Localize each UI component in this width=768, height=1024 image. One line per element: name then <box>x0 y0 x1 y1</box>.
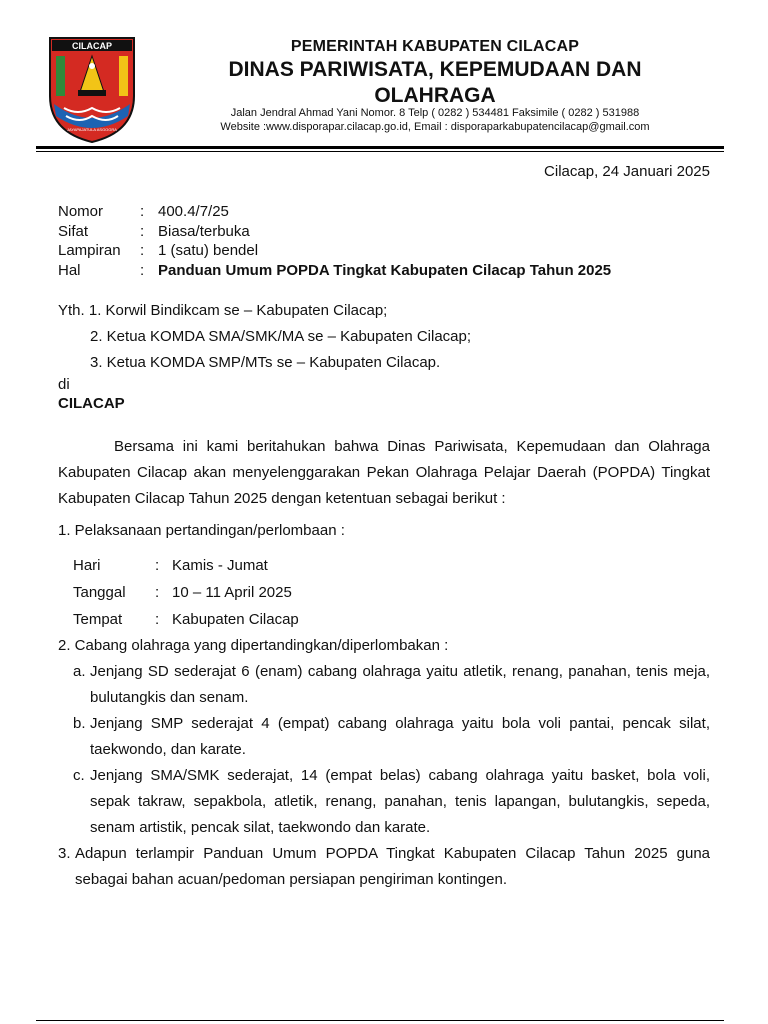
list-item <box>73 659 710 711</box>
schedule-value: 10 – 11 April 2025 <box>172 584 292 601</box>
recipient-place <box>58 375 125 413</box>
footer-divider <box>36 1020 724 1021</box>
schedule-sep: : <box>155 611 160 628</box>
recipients <box>58 298 718 376</box>
list-text: Jenjang SMP sederajat 4 (empat) cabang olahraga yaitu bola voli pantai, pencak silat, taekwondo, dan karate. <box>90 715 710 758</box>
meta-value-subject: Panduan Umum POPDA Tingkat Kabupaten Cilacap Tahun 2025 <box>158 261 612 279</box>
list-marker: b. <box>73 715 86 732</box>
meta-key: Lampiran <box>58 242 121 259</box>
agency-name <box>150 57 720 109</box>
schedule-key: Tempat <box>73 611 123 628</box>
meta-sep: : <box>140 222 145 240</box>
list-marker: 3. <box>58 845 71 862</box>
meta-key: Nomor <box>58 203 104 220</box>
schedule-key: Hari <box>73 557 101 574</box>
section-3 <box>58 841 710 893</box>
list-text: Jenjang SD sederajat 6 (enam) cabang olahraga yaitu atletik, renang, panahan, tenis meja, bulutangkis dan senam. <box>90 663 710 706</box>
logo-text: CILACAP <box>72 41 112 51</box>
logo-ring-text: JAYAPAJATULA ASGOGRA <box>67 127 117 132</box>
schedule-key: Tanggal <box>73 584 126 601</box>
meta-key: Sifat <box>58 222 89 240</box>
recipient-line: 3. Ketua KOMDA SMP/MTs se – Kabupaten Cilacap. <box>90 354 441 371</box>
schedule-row <box>73 606 710 633</box>
list-marker: a. <box>73 663 86 680</box>
list-item <box>73 763 710 841</box>
schedule-value: Kamis - Jumat <box>172 557 268 574</box>
place-city: CILACAP <box>58 395 125 412</box>
government-name: PEMERINTAH KABUPATEN CILACAP <box>290 38 580 55</box>
letterhead-divider-thick <box>36 146 724 149</box>
cilacap-coat-of-arms-logo <box>48 36 136 144</box>
meta-value: Biasa/terbuka <box>158 222 250 240</box>
meta-row-nomor <box>58 202 611 222</box>
agency-contact <box>150 106 720 134</box>
schedule-row <box>73 552 710 579</box>
agency-website-email: Website :www.disporapar.cilacap.go.id, Email : disporaparkabupatencilacap@gmail.com <box>220 121 650 133</box>
schedule-row <box>73 579 710 606</box>
meta-sep: : <box>140 261 145 279</box>
list-marker: c. <box>73 767 85 784</box>
meta-key: Hal <box>58 261 81 279</box>
section-1-heading: 1. Pelaksanaan pertandingan/perlombaan : <box>58 522 345 539</box>
letterhead-divider-thin <box>36 151 724 152</box>
recipient-line: Yth. 1. Korwil Bindikcam se – Kabupaten Cilacap; <box>58 302 388 319</box>
schedule-sep: : <box>155 584 160 601</box>
sport-levels-list <box>58 659 710 841</box>
agency-address: Jalan Jendral Ahmad Yani Nomor. 8 Telp ( 0282 ) 534481 Faksimile ( 0282 ) 531988 <box>230 107 640 119</box>
list-text: Jenjang SMA/SMK sederajat, 14 (empat belas) cabang olahraga yaitu basket, bola voli, sepak takraw, sepakbola, atletik, renang, panahan, tenis lapangan, bulutangkis, sepeda, senam artistik, pencak silat, taekwondo dan karate. <box>90 767 710 836</box>
meta-sep: : <box>140 242 145 259</box>
section-3-text: Adapun terlampir Panduan Umum POPDA Tingkat Kabupaten Cilacap Tahun 2025 guna sebagai bahan acuan/pedoman persiapan pengiriman kontingen. <box>75 845 710 888</box>
schedule-value: Kabupaten Cilacap <box>172 611 299 628</box>
meta-row-hal <box>58 261 611 281</box>
letter-date: Cilacap, 24 Januari 2025 <box>544 163 710 180</box>
letter-meta <box>58 202 611 280</box>
letter-body <box>58 434 710 893</box>
meta-row-lampiran <box>58 241 611 261</box>
meta-sep: : <box>140 203 145 220</box>
section-2-heading: 2. Cabang olahraga yang dipertandingkan/diperlombakan : <box>58 637 449 654</box>
agency-name-line1: DINAS PARIWISATA, KEPEMUDAAN DAN <box>228 58 642 81</box>
place-di: di <box>58 376 70 393</box>
recipient-line: 2. Ketua KOMDA SMA/SMK/MA se – Kabupaten Cilacap; <box>90 328 472 345</box>
intro-paragraph: Bersama ini kami beritahukan bahwa Dinas Pariwisata, Kepemudaan dan Olahraga Kabupaten Cilacap akan menyelenggarakan Pekan Olahraga Pelajar Daerah (POPDA) Tingkat Kabupaten Cilacap Tahun 2025 dengan ketentuan sebagai berikut : <box>58 438 710 507</box>
list-item <box>73 711 710 763</box>
schedule-table <box>73 552 710 633</box>
meta-value: 400.4/7/25 <box>158 203 229 220</box>
meta-row-sifat <box>58 222 611 242</box>
meta-value: 1 (satu) bendel <box>158 242 259 259</box>
agency-name-line2: OLAHRAGA <box>374 84 496 107</box>
schedule-sep: : <box>155 557 160 574</box>
